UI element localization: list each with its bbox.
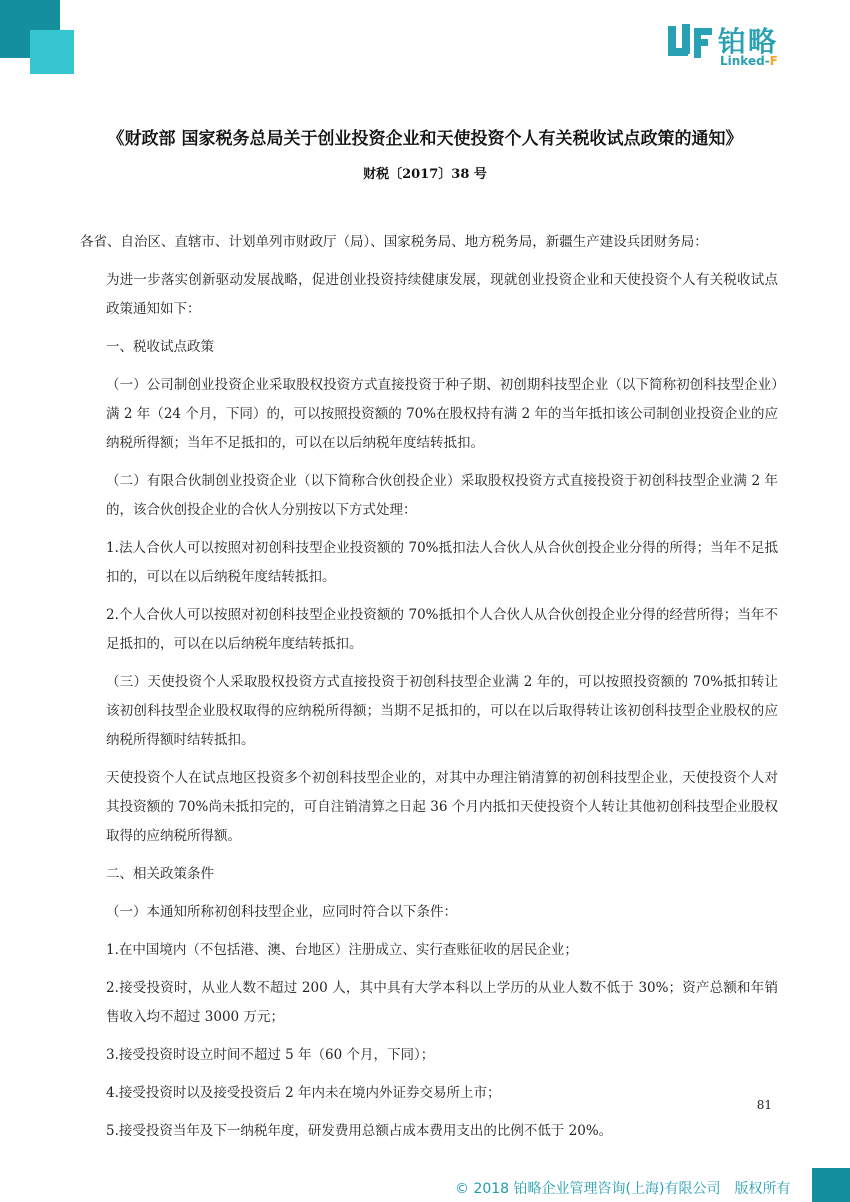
policy-paragraph: 2.个人合伙人可以按照对初创科技型企业投资额的 70%抵扣个人合伙人从合伙创投企业分得的经营所得；当年不足抵扣的，可以在以后纳税年度结转抵扣。 (106, 607, 778, 652)
logo-english-main: Linked- (720, 54, 770, 68)
document-body (80, 228, 778, 1155)
section-heading: 一、税收试点政策 (106, 339, 214, 355)
policy-paragraph: 天使投资个人在试点地区投资多个初创科技型企业的，对其中办理注销清算的初创科技型企业，天使投资个人对其投资额的 70%尚未抵扣完的，可自注销清算之日起 36 个月内抵扣天使投资个人转让其他初创科技型企业股权取得的应纳税所得额。 (106, 770, 778, 844)
logo-english-accent: F (769, 54, 778, 68)
condition-item: 4.接受投资时以及接受投资后 2 年内未在境内外证券交易所上市； (106, 1085, 501, 1101)
condition-item: 2.接受投资时，从业人数不超过 200 人，其中具有大学本科以上学历的从业人数不低于 30%；资产总额和年销售收入均不超过 3000 万元； (106, 980, 778, 1025)
addressee-paragraph: 各省、自治区、直辖市、计划单列市财政厅（局）、国家税务局、地方税务局，新疆生产建设兵团财务局： (80, 234, 708, 250)
condition-item: 5.接受投资当年及下一纳税年度，研发费用总额占成本费用支出的比例不低于 20%。 (106, 1123, 613, 1139)
condition-item: 1.在中国境内（不包括港、澳、台地区）注册成立、实行查账征收的居民企业； (106, 942, 578, 958)
logo-chinese-name: 铂略 (718, 25, 779, 58)
page-number: 81 (756, 1098, 772, 1112)
logo-english-name (720, 54, 778, 68)
policy-paragraph: （二）有限合伙制创业投资企业（以下简称合伙创投企业）采取股权投资方式直接投资于初创科技型企业满 2 年的，该合伙创投企业的合伙人分别按以下方式处理： (106, 473, 778, 518)
corner-decoration-light (30, 30, 74, 74)
footer-decoration (812, 1168, 850, 1202)
condition-paragraph: （一）本通知所称初创科技型企业，应同时符合以下条件： (106, 904, 457, 920)
condition-item: 3.接受投资时设立时间不超过 5 年（60 个月，下同）； (106, 1047, 435, 1063)
section-heading: 二、相关政策条件 (106, 866, 214, 882)
company-logo (666, 18, 806, 68)
intro-paragraph: 为进一步落实创新驱动发展战略，促进创业投资持续健康发展，现就创业投资企业和天使投资个人有关税收试点政策通知如下： (106, 272, 778, 317)
document-number: 财税〔2017〕38 号 (363, 167, 487, 182)
document-title: 《财政部 国家税务总局关于创业投资企业和天使投资个人有关税收试点政策的通知》 (107, 129, 743, 149)
copyright-footer: © 2018 铂略企业管理咨询(上海)有限公司 版权所有 (455, 1181, 791, 1197)
policy-paragraph: （三）天使投资个人采取股权投资方式直接投资于初创科技型企业满 2 年的，可以按照投资额的 70%抵扣转让该初创科技型企业股权取得的应纳税所得额；当期不足抵扣的，可以在以后取得转让该初创科技型企业股权的应纳税所得额时结转抵扣。 (106, 674, 778, 748)
policy-paragraph: （一）公司制创业投资企业采取股权投资方式直接投资于种子期、初创期科技型企业（以下简称初创科技型企业）满 2 年（24 个月，下同）的，可以按照投资额的 70%在股权持有满 2 年的当年抵扣该公司制创业投资企业的应纳税所得额；当年不足抵扣的，可以在以后纳税年度结转抵扣。 (106, 377, 778, 451)
logo-mark-icon (666, 22, 714, 64)
policy-paragraph: 1.法人合伙人可以按照对初创科技型企业投资额的 70%抵扣法人合伙人从合伙创投企业分得的所得；当年不足抵扣的，可以在以后纳税年度结转抵扣。 (106, 540, 778, 585)
